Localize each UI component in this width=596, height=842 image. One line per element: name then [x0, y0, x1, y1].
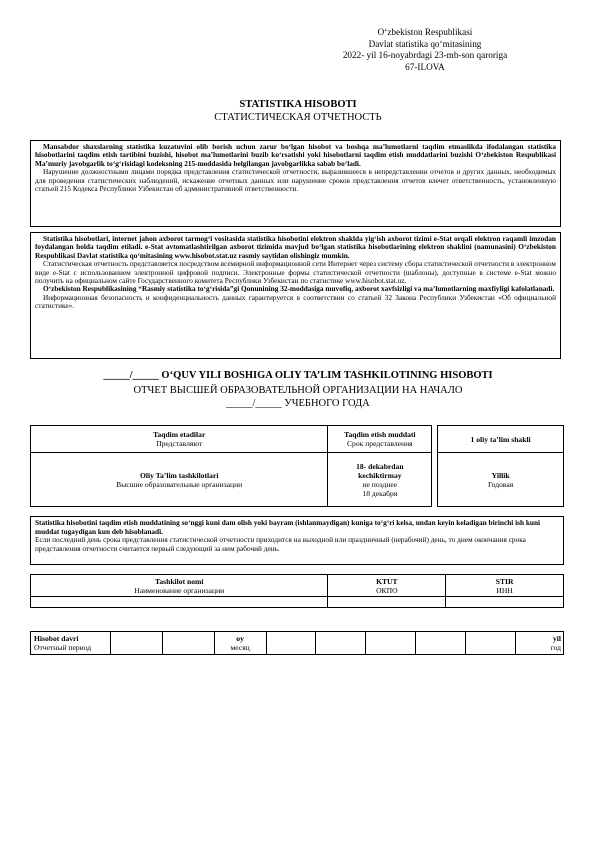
- header-line-3: 2022- yil 16-noyabrdagi 23-mb-son qaroriga: [342, 50, 508, 60]
- period-cell[interactable]: [466, 632, 516, 655]
- period-cell[interactable]: [162, 632, 214, 655]
- report-title-ru-line-1: ОТЧЕТ ВЫСШЕЙ ОБРАЗОВАТЕЛЬНОЙ ОРГАНИЗАЦИИ НА НАЧАЛО: [133, 385, 463, 396]
- org-name-header: [31, 575, 328, 597]
- report-title-uz: _____/_____ O‘QUV YILI BOSHIGA OLIY TA’LIM TASHKILOTINING HISOBOTI: [103, 370, 493, 381]
- period-label-ru: Отчетный период: [34, 643, 92, 652]
- org-name-header-ru: Наименование организации: [134, 585, 225, 595]
- org-name-header-uz: Tashkilot nomi: [154, 576, 204, 586]
- submission-notice-ru: Статистическая отчетность представляется посредством всемирной информационной сети Интернет через систему сбора статистической отчетности в электронном виде e-Stat с использованием электронной цифровой подписи. Электронные формы статистической отчетности (шаблоны), доступные в системе e-Stat можно получить на официальном сайте Государственного комитета Республики Узбекистан по статистике www.hisobot.stat.uz.: [35, 259, 556, 286]
- submitters-header: [31, 426, 328, 453]
- month-label-ru: месяц: [230, 643, 250, 652]
- submitters-header-uz: Taqdim etadilar: [153, 430, 206, 439]
- month-label-cell: [214, 632, 266, 655]
- year-label-cell: [516, 632, 564, 655]
- ktut-header-uz: KTUT: [376, 576, 398, 586]
- liability-notice-box: [30, 140, 561, 227]
- month-label-uz: oy: [236, 634, 244, 643]
- period-cell[interactable]: [316, 632, 366, 655]
- period-cell[interactable]: [366, 632, 416, 655]
- header-line-2: Davlat statistika qo‘mitasining: [368, 38, 482, 49]
- year-label-uz: yil: [552, 634, 561, 643]
- deadline-notice-ru: Если последний день срока представления статистической отчетности приходится на выходной или праздничный (нерабочий) день, то днем окончания срока представления отчетности считается первый следующий за ним рабочий день.: [35, 535, 526, 553]
- periodicity-uz: Yillik: [491, 470, 510, 480]
- stir-header-ru: ИНН: [496, 585, 513, 595]
- title-uz: STATISTIKA HISOBOTI: [239, 99, 357, 110]
- form-name: 1 oliy ta’lim shakli: [438, 426, 564, 453]
- submitters-cell: [31, 453, 328, 507]
- ktut-header: [328, 575, 446, 597]
- submitters-header-ru: Представляют: [156, 439, 203, 448]
- deadline-header-ru: Срок представления: [346, 439, 413, 448]
- deadline-header: [328, 426, 432, 453]
- header-line-4: 67-ILOVA: [405, 61, 445, 72]
- year-label-ru: год: [550, 643, 561, 652]
- stir-header-uz: STIR: [495, 576, 514, 586]
- liability-notice-ru: Нарушение должностными лицами порядка представления статистической отчетности, выразившееся в непредставлении отчетов и других данных, необходимых для проведения статистических наблюдений, искажение отчетных данных или нарушение сроков представления отчетов влечет ответственность, установленную статьей 215 Кодекса Республики Узбекистан об административной ответственности.: [35, 167, 556, 194]
- deadline-cell: [328, 453, 432, 507]
- org-name-value[interactable]: [31, 597, 328, 608]
- stir-header: [446, 575, 564, 597]
- title-ru: СТАТИСТИЧЕСКАЯ ОТЧЕТНОСТЬ: [214, 112, 382, 123]
- deadline-uz-2: kechiktirmay: [358, 470, 402, 480]
- deadline-notice-box: [30, 516, 564, 565]
- period-cell[interactable]: [416, 632, 466, 655]
- deadline-notice-uz: Statistika hisobotini taqdim etish muddatining so‘nggi kuni dam olish yoki bayram (ishlanmaydigan) kuniga to‘g‘ri kelsa, undan keyin keladigan birinchi ish kuni muddat tugaydigan kun deb hisoblanadi.: [35, 518, 541, 536]
- report-title-ru: [0, 385, 596, 410]
- ktut-header-ru: ОКПО: [376, 585, 398, 595]
- period-cell[interactable]: [266, 632, 316, 655]
- period-label: [31, 632, 111, 655]
- deadline-ru-2: 18 декабря: [362, 488, 398, 498]
- submission-notice-box: [30, 232, 561, 359]
- header-line-1: O‘zbekiston Respublikasi: [377, 27, 473, 37]
- submitters-uz: Oliy Ta’lim tashkilotlari: [139, 470, 219, 480]
- submission-table: [30, 425, 564, 507]
- deadline-header-uz: Taqdim etish muddati: [344, 430, 416, 439]
- approval-header: [330, 27, 520, 73]
- period-cell[interactable]: [110, 632, 162, 655]
- reporting-period-table: [30, 631, 564, 655]
- deadline-uz-1: 18- dekabrdan: [356, 461, 404, 471]
- submission-notice-uz: Statistika hisobotlari, internet jahon axborot tarmog‘i vositasida statistika hisobotini elektron shaklda yig‘ish axborot tizimi e-Stat orqali elektron raqamli imzodan foydalangan holda taqdim etiladi. e-Stat avtomatlashtirilgan axborot tizimida mavjud bo‘lgan statistika hisobotlarining elektron shaklini (namunasini) O‘zbekiston Respublikasi Davlat statistika qo‘mitasining www.hisobot.stat.uz rasmiy saytidan olishingiz mumkin.: [35, 234, 556, 260]
- liability-notice-uz: Mansabdor shaxslarning statistika kuzatuvini olib borish uchun zarur bo‘lgan hisobot va boshqa ma’lumotlarni taqdim etmaslikda ifodalangan statistika hisobotlarini taqdim etish tartibini buzishi, hisobot ma’lumotlarini buzib ko‘rsatishi yoki hisobotlarni taqdim etish muddatlarini buzishi O‘zbekiston Respublikasi Ma’muriy javobgarlik to‘g‘risidagi kodeksning 215-moddasida belgilangan javobgarlikka sabab bo‘ladi.: [35, 142, 556, 168]
- submitters-ru: Высшие образовательные организации: [116, 479, 243, 489]
- periodicity-ru: Годовая: [487, 479, 514, 489]
- report-title-ru-line-2: _____/_____ УЧЕБНОГО ГОДА: [226, 397, 370, 409]
- ktut-value[interactable]: [328, 597, 446, 608]
- confidentiality-notice-uz: O‘zbekiston Respublikasining “Rasmiy statistika to‘g‘risida”gi Qonunining 32-moddasiga muvofiq, axborot xavfsizligi va ma’lumotlarning maxfiyligi kafolatlanadi.: [43, 284, 555, 294]
- period-label-uz: Hisobot davri: [34, 634, 79, 643]
- periodicity-cell: [438, 453, 564, 507]
- confidentiality-notice-ru: Информационная безопасность и конфиденциальность данных гарантируется в соответствии со статьей 32 Закона Республики Узбекистан «Об официальной статистике».: [35, 292, 556, 311]
- organization-table: [30, 574, 564, 608]
- deadline-ru-1: не позднее: [362, 479, 398, 489]
- stir-value[interactable]: [446, 597, 564, 608]
